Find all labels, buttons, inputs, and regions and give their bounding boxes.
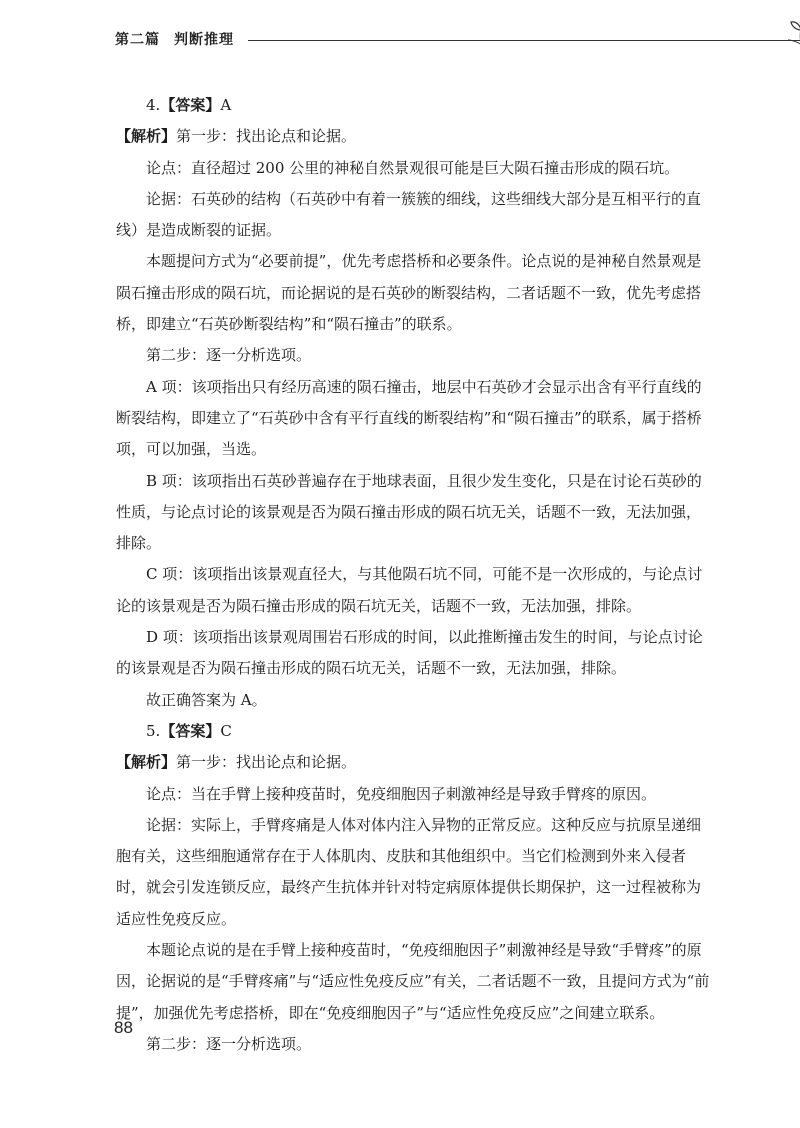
q4-option-c: C 项：该项指出该景观直径大，与其他陨石坑不同，可能不是一次形成的，与论点讨论的该景观是否为陨石撞击形成的陨石坑无关，话题不一致，无法加强，排除。: [116, 565, 703, 615]
q4-option-b: B 项：该项指出石英砂普遍存在于地球表面，且很少发生变化，只是在讨论石英砂的性质，与论点讨论的该景观是否为陨石撞击形成的陨石坑无关，话题不一致，无法加强，排除。: [116, 471, 702, 553]
page-number: 88: [114, 1018, 133, 1037]
header-chapter: 第二篇: [115, 32, 160, 48]
q4-step1: 第一步：找出论点和论据。: [176, 127, 357, 146]
q4-analysis-line: [116, 121, 710, 152]
q4-answer-line: [116, 90, 710, 121]
q4-option-d: D 项：该项指出该景观周围岩石形成的时间，以此推断撞击发生的时间，与论点讨论的该景观是否为陨石撞击形成的陨石坑无关，话题不一致，无法加强，排除。: [116, 628, 703, 678]
q4-number: 4.: [146, 96, 161, 114]
q4-analysis-label: 【解析】: [116, 127, 177, 146]
q4-option-a: A 项：该项指出只有经历高速的陨石撞击，地层中石英砂才会显示出含有平行直线的断裂结构，即建立了“石英砂中含有平行直线的断裂结构”和“陨石撞击”的联系，属于搭桥项，可以加强，当选。: [116, 377, 702, 459]
running-header: [115, 26, 715, 52]
answer-content: [116, 90, 710, 1060]
header-rule: [248, 40, 800, 41]
q5-argument: 论点：当在手臂上接种疫苗时，免疫细胞因子刺激神经是导致手臂疼的原因。: [146, 784, 657, 803]
header-section: 判断推理: [174, 32, 234, 48]
q5-answer-label: 【答案】: [160, 721, 221, 740]
q4-step2: 第二步：逐一分析选项。: [146, 346, 312, 365]
q5-analysis-label: 【解析】: [116, 753, 177, 772]
q5-number: 5.: [146, 721, 161, 740]
q5-step1: 第一步：找出论点和论据。: [176, 753, 357, 772]
q5-method: 本题论点说的是在手臂上接种疫苗时，“免疫细胞因子”刺激神经是导致“手臂疼”的原因，论据说的是“手臂疼痛”与“适应性免疫反应”有关，二者话题不一致，且提问方式为“前提”，加强优先考虑搭桥，即在“免疫细胞因子”与“适应性免疫反应”之间建立联系。: [116, 941, 710, 1022]
q4-method: 本题提问方式为“必要前提”，优先考虑搭桥和必要条件。论点说的是神秘自然景观是陨石撞击形成的陨石坑，而论据说的是石英砂的断裂结构，二者话题不一致，优先考虑搭桥，即建立“石英砂断裂结构”和“陨石撞击”的联系。: [116, 252, 702, 334]
q5-answer: C: [220, 721, 232, 740]
q5-evidence: 论据：实际上，手臂疼痛是人体对体内注入异物的正常反应。这种反应与抗原呈递细胞有关，这些细胞通常存在于人体肌肉、皮肤和其他组织中。当它们检测到外来入侵者时，就会引发连锁反应，最终产生抗体并针对特定病原体提供长期保护，这一过程被称为适应性免疫反应。: [116, 815, 702, 928]
q4-answer: A: [220, 96, 232, 114]
q5-step2: 第二步：逐一分析选项。: [146, 1034, 312, 1053]
q5-answer-line: [116, 716, 710, 747]
q4-argument: 论点：直径超过 200 公里的神秘自然景观很可能是巨大陨石撞击形成的陨石坑。: [146, 158, 680, 177]
q4-answer-label: 【答案】: [160, 96, 221, 114]
q4-evidence: 论据：石英砂的结构（石英砂中有着一簇簇的细线，这些细线大部分是互相平行的直线）是造成断裂的证据。: [116, 189, 702, 240]
sprout-icon: [786, 16, 800, 46]
header-title: [115, 29, 234, 49]
q5-analysis-line: [116, 747, 710, 778]
q4-conclusion: 故正确答案为 A。: [146, 690, 267, 709]
